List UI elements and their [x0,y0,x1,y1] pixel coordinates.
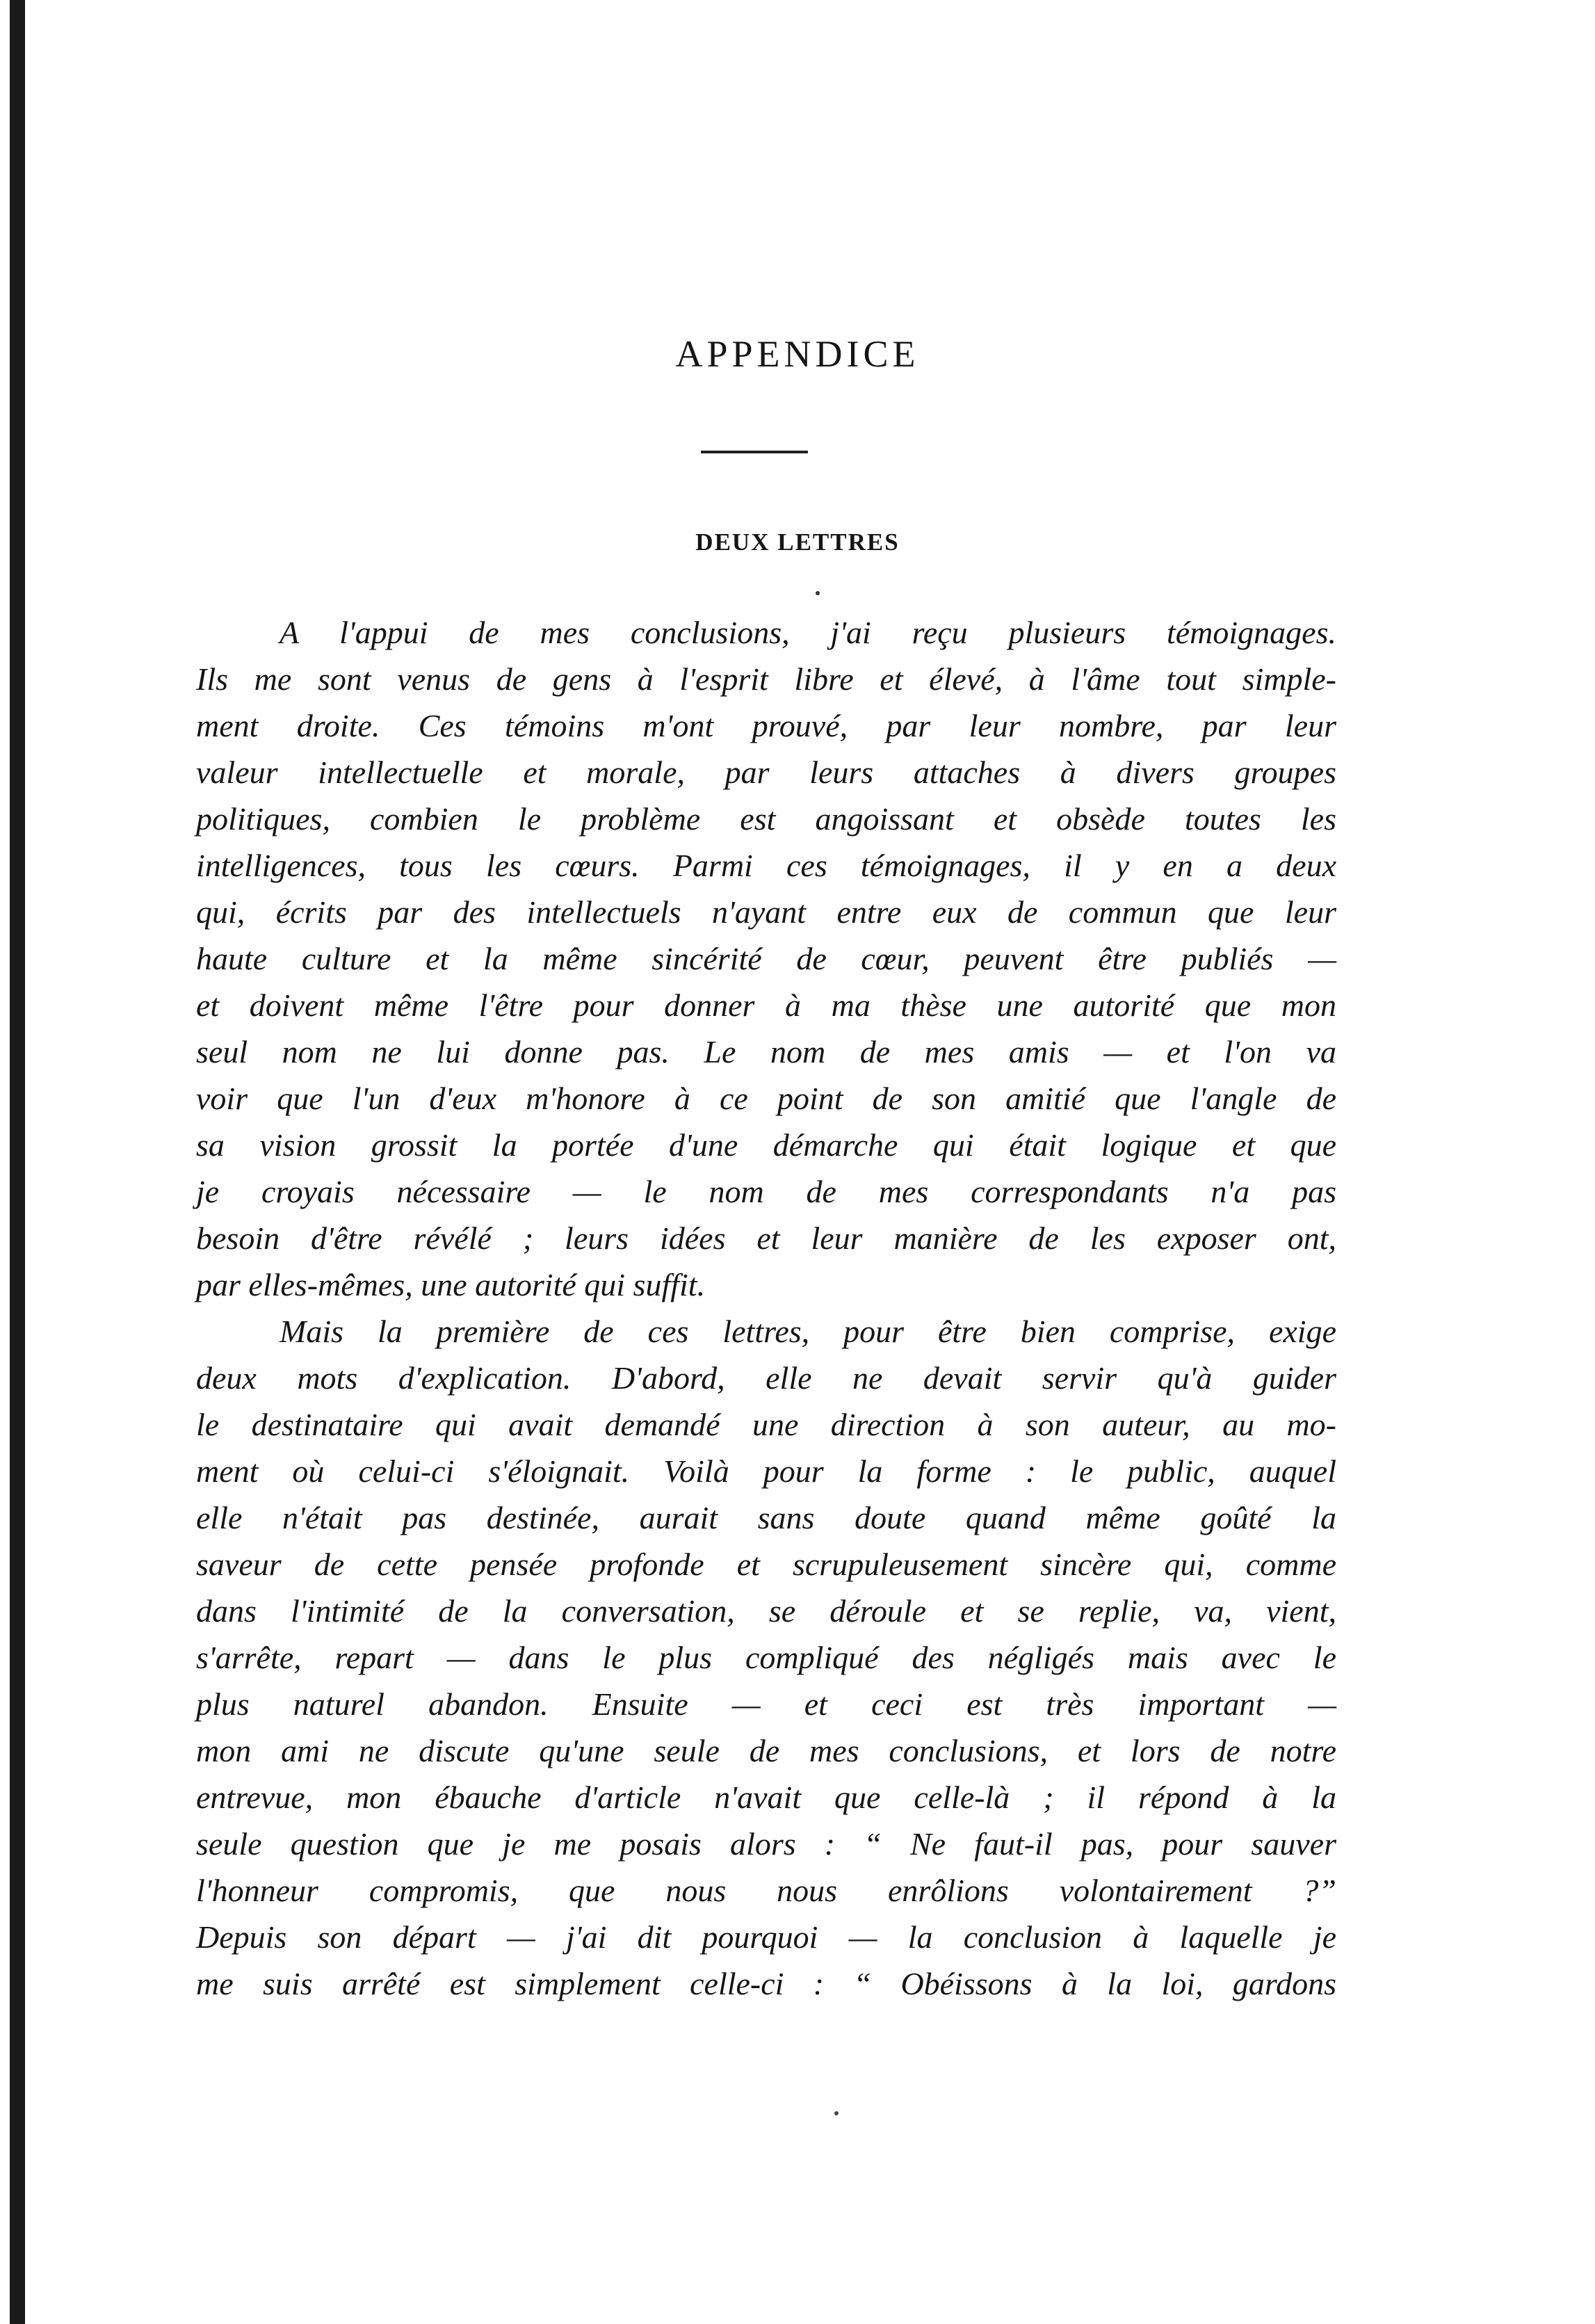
text-line: et doivent même l'être pour donner à ma thèse une autorité que mon [196,987,1336,1023]
text-line: Depuis son départ — j'ai dit pourquoi — la conclusion à laquelle je [196,1919,1336,1955]
text-line: ment où celui-ci s'éloignait. Voilà pour la forme : le public, auquel [196,1453,1336,1489]
text-line: le destinataire qui avait demandé une direction à son auteur, au mo- [196,1407,1336,1442]
text-line: deux mots d'explication. D'abord, elle ne devait servir qu'à guider [196,1360,1336,1396]
text-line: l'honneur compromis, que nous nous enrôlions volontairement ?” [196,1873,1336,1908]
text-line: voir que l'un d'eux m'honore à ce point de son amitié que l'angle de [196,1081,1336,1116]
text-line: plus naturel abandon. Ensuite — et ceci est très important — [196,1686,1336,1722]
text-line: Mais la première de ces lettres, pour être bien comprise, exige [280,1314,1336,1349]
paragraph-1 [196,609,1336,1308]
text-line: elle n'était pas destinée, aurait sans doute quand même goûté la [196,1500,1336,1535]
text-line: politiques, combien le problème est angoissant et obsède toutes les [196,801,1336,837]
text-line: sa vision grossit la portée d'une démarche qui était logique et que [196,1127,1336,1163]
text-line: mon ami ne discute qu'une seule de mes conclusions, et lors de notre [196,1733,1336,1768]
text-line: A l'appui de mes conclusions, j'ai reçu plusieurs témoignages. [280,615,1336,650]
body-text [196,609,1336,2007]
text-line: qui, écrits par des intellectuels n'ayant entre eux de commun que leur [196,894,1336,930]
text-line: valeur intellectuelle et morale, par leurs attaches à divers groupes [196,755,1336,790]
text-line: haute culture et la même sincérité de cœur, peuvent être publiés — [196,941,1336,976]
text-line: par elles-mêmes, une autorité qui suffit. [196,1267,706,1302]
text-line: Ils me sont venus de gens à l'esprit libre et élevé, à l'âme tout simple- [196,661,1336,697]
bottom-ornament-dot [834,2111,839,2115]
section-heading: DEUX LETTRES [695,528,900,556]
text-line: seul nom ne lui donne pas. Le nom de mes amis — et l'on va [196,1034,1336,1070]
text-line: me suis arrêté est simplement celle-ci : “ Obéissons à la loi, gardons [196,1966,1336,2001]
text-line: s'arrête, repart — dans le plus compliqué des négligés mais avec le [196,1640,1336,1675]
page-title: APPENDICE [675,333,920,375]
ornament-dot [816,591,820,595]
text-line: besoin d'être révélé ; leurs idées et leur manière de les exposer ont, [196,1220,1336,1256]
text-line: seule question que je me posais alors : “ Ne faut-il pas, pour sauver [196,1826,1336,1862]
text-line: saveur de cette pensée profonde et scrupuleusement sincère qui, comme [196,1547,1336,1582]
text-line: intelligences, tous les cœurs. Parmi ces témoignages, il y en a deux [196,848,1336,883]
text-line: ment droite. Ces témoins m'ont prouvé, par leur nombre, par leur [196,708,1336,743]
title-rule-divider [701,451,808,453]
paragraph-2 [196,1308,1336,2007]
text-line: entrevue, mon ébauche d'article n'avait que celle-là ; il répond à la [196,1780,1336,1815]
text-line: dans l'intimité de la conversation, se déroule et se replie, va, vient, [196,1593,1336,1629]
text-line: je croyais nécessaire — le nom de mes correspondants n'a pas [196,1174,1336,1209]
